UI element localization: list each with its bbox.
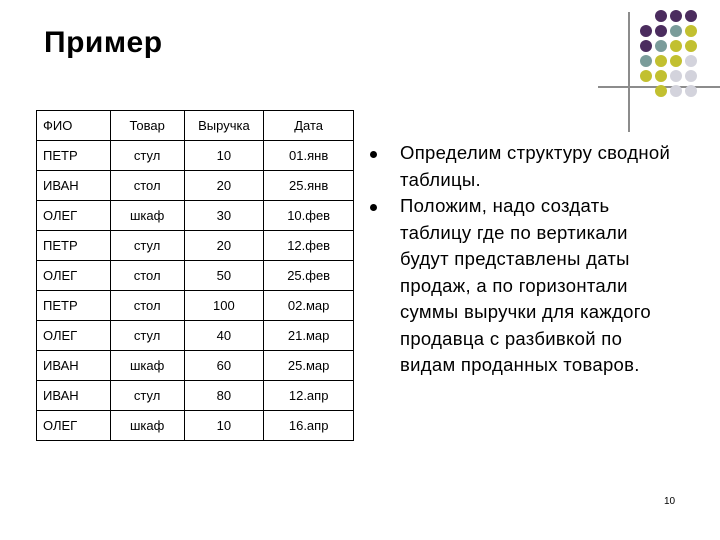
cell-name: ИВАН <box>37 171 111 201</box>
decorative-dot <box>685 10 697 22</box>
bullet-list <box>368 140 678 379</box>
decorative-dot <box>685 55 697 67</box>
decorative-dot <box>685 40 697 52</box>
table-row <box>37 291 354 321</box>
bullet-text: Положим, надо создать таблицу где по вертикали будут представлены даты продаж, а по горизонтали суммы выручки для каждого продавца с разбивкой по видам проданных товаров. <box>400 195 651 375</box>
header-item: Товар <box>110 111 184 141</box>
cell-date: 12.апр <box>264 381 354 411</box>
decorative-dot <box>670 10 682 22</box>
header-date: Дата <box>264 111 354 141</box>
cell-date: 02.мар <box>264 291 354 321</box>
header-name: ФИО <box>37 111 111 141</box>
cell-item: стул <box>110 321 184 351</box>
cell-name: ОЛЕГ <box>37 321 111 351</box>
table-row <box>37 411 354 441</box>
cell-date: 01.янв <box>264 141 354 171</box>
table-row <box>37 171 354 201</box>
decorative-dot-grid <box>640 10 712 114</box>
decorative-dot <box>640 25 652 37</box>
decorative-dot <box>685 25 697 37</box>
table-row <box>37 261 354 291</box>
cell-revenue: 20 <box>184 231 264 261</box>
cell-date: 25.фев <box>264 261 354 291</box>
decorative-dot <box>655 25 667 37</box>
decorative-dot <box>670 25 682 37</box>
decorative-dot <box>640 55 652 67</box>
cell-revenue: 100 <box>184 291 264 321</box>
decorative-dot <box>655 55 667 67</box>
table-row <box>37 381 354 411</box>
cell-revenue: 80 <box>184 381 264 411</box>
table-body <box>37 141 354 441</box>
sales-table <box>36 110 354 441</box>
cell-name: ИВАН <box>37 351 111 381</box>
table-row <box>37 231 354 261</box>
table-header-row <box>37 111 354 141</box>
decorative-dot <box>685 70 697 82</box>
header-revenue: Выручка <box>184 111 264 141</box>
table-row <box>37 201 354 231</box>
cell-name: ОЛЕГ <box>37 411 111 441</box>
decorative-dot <box>640 40 652 52</box>
cell-revenue: 60 <box>184 351 264 381</box>
decorative-dot <box>655 70 667 82</box>
table-row <box>37 351 354 381</box>
cell-item: шкаф <box>110 201 184 231</box>
cell-date: 16.апр <box>264 411 354 441</box>
bullet-dot-icon <box>370 151 377 158</box>
cell-date: 25.мар <box>264 351 354 381</box>
bullet-dot-icon <box>370 204 377 211</box>
decorative-dot <box>670 70 682 82</box>
table-row <box>37 141 354 171</box>
bullet-text: Определим структуру сводной таблицы. <box>400 142 671 190</box>
cell-date: 12.фев <box>264 231 354 261</box>
cell-name: ПЕТР <box>37 291 111 321</box>
slide-title: Пример <box>44 26 163 59</box>
cell-name: ОЛЕГ <box>37 261 111 291</box>
cell-item: стол <box>110 261 184 291</box>
cell-revenue: 10 <box>184 411 264 441</box>
cell-name: ОЛЕГ <box>37 201 111 231</box>
cell-revenue: 10 <box>184 141 264 171</box>
decorative-dot <box>655 10 667 22</box>
cell-revenue: 30 <box>184 201 264 231</box>
cell-date: 10.фев <box>264 201 354 231</box>
decorative-dot <box>670 85 682 97</box>
cell-date: 25.янв <box>264 171 354 201</box>
decorative-dot <box>685 85 697 97</box>
table-row <box>37 321 354 351</box>
cell-item: шкаф <box>110 351 184 381</box>
vertical-divider <box>628 12 630 132</box>
cell-name: ПЕТР <box>37 141 111 171</box>
cell-name: ИВАН <box>37 381 111 411</box>
cell-revenue: 20 <box>184 171 264 201</box>
decorative-dot <box>655 85 667 97</box>
decorative-dot <box>640 70 652 82</box>
bullet-item <box>368 140 678 193</box>
cell-revenue: 40 <box>184 321 264 351</box>
cell-item: стол <box>110 171 184 201</box>
cell-revenue: 50 <box>184 261 264 291</box>
decorative-dot <box>670 55 682 67</box>
cell-date: 21.мар <box>264 321 354 351</box>
cell-item: стул <box>110 231 184 261</box>
decorative-dot <box>655 40 667 52</box>
cell-name: ПЕТР <box>37 231 111 261</box>
page-number: 10 <box>664 496 676 507</box>
cell-item: стул <box>110 141 184 171</box>
cell-item: стол <box>110 291 184 321</box>
cell-item: стул <box>110 381 184 411</box>
bullet-item <box>368 193 678 379</box>
cell-item: шкаф <box>110 411 184 441</box>
decorative-dot <box>670 40 682 52</box>
